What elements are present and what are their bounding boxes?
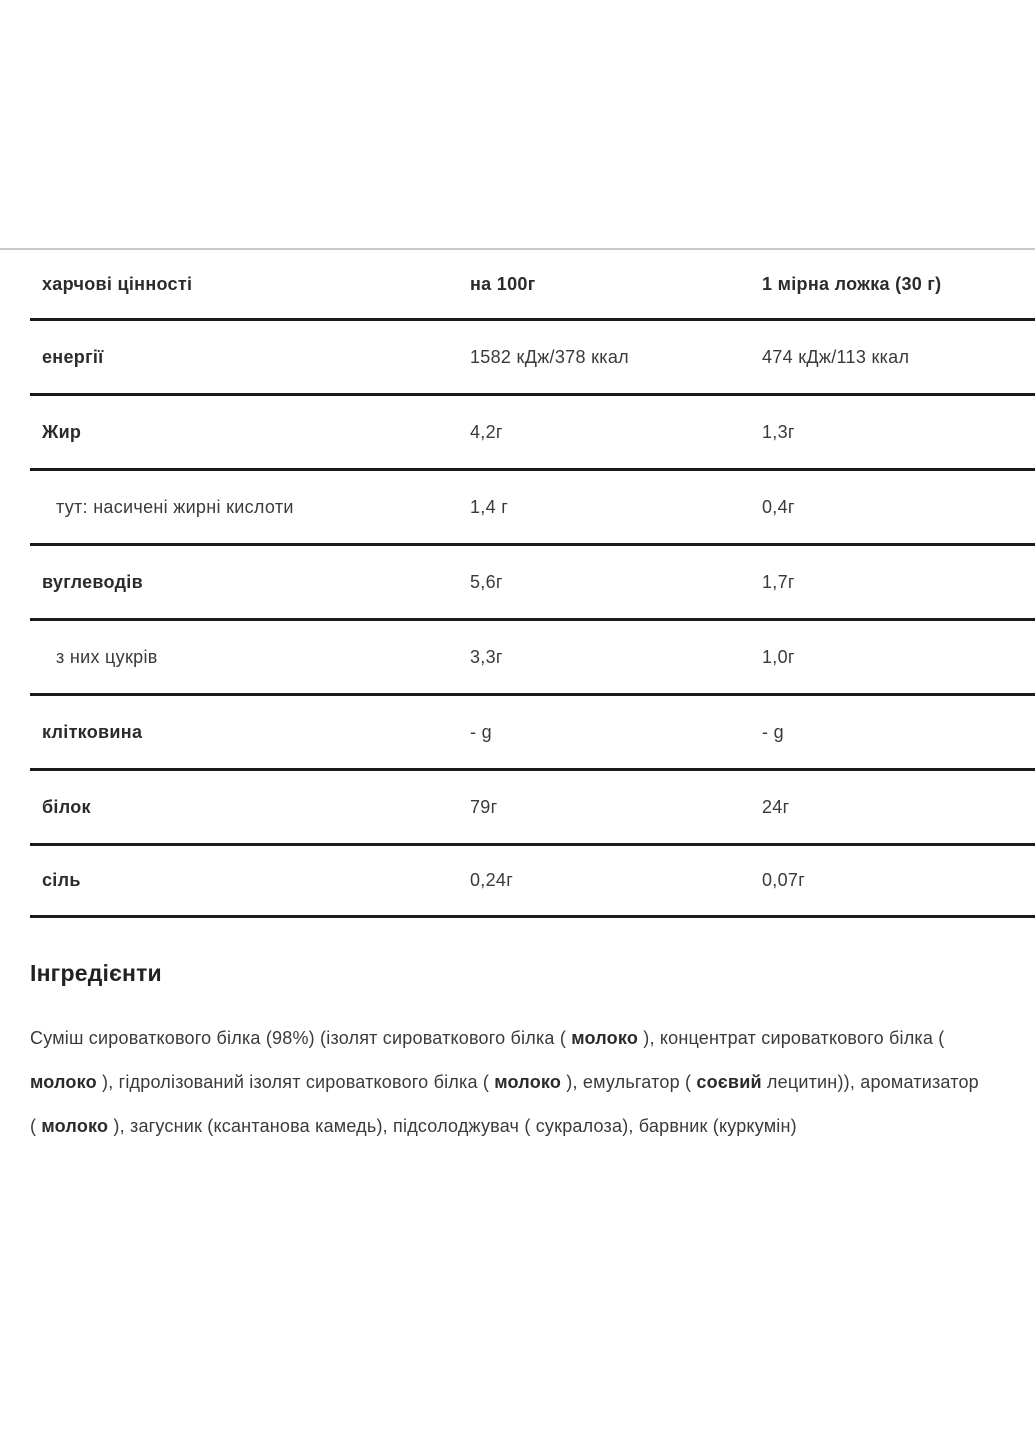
row-value-per100: 3,3г <box>470 646 503 667</box>
nutrition-table <box>30 250 1035 918</box>
table-row-saturated-fat <box>30 468 1035 543</box>
row-value-per100: 5,6г <box>470 571 503 592</box>
row-value-per100: 4,2г <box>470 421 503 442</box>
row-value-per100: 79г <box>470 796 498 817</box>
ingredients-text: Суміш сироваткового білка (98%) (ізолят сироваткового білка ( молоко ), концентрат сироваткового білка ( молоко ), гідролізований ізолят сироваткового білка ( молоко ), емульгатор ( соєвий лецитин)), ароматизатор ( молоко ), загусник (ксантанова камедь), підсолоджувач ( сукралоза), барвник (куркумін) <box>30 1028 979 1136</box>
row-value-per100: - g <box>470 721 492 742</box>
table-row-carbohydrates <box>30 543 1035 618</box>
table-row-protein <box>30 768 1035 843</box>
table-header-row <box>30 250 1035 318</box>
header-per-scoop-label: 1 мірна ложка (30 г) <box>762 273 942 294</box>
row-label: з них цукрів <box>56 646 158 667</box>
row-value-per-scoop: 24г <box>762 796 790 817</box>
table-row-fiber <box>30 693 1035 768</box>
row-value-per-scoop: 1,0г <box>762 646 795 667</box>
row-label: сіль <box>42 870 81 890</box>
row-label: вуглеводів <box>42 571 143 592</box>
row-value-per-scoop: 0,07г <box>762 870 806 890</box>
table-row-sugars <box>30 618 1035 693</box>
row-label: Жир <box>42 421 82 442</box>
row-value-per100: 0,24г <box>470 870 514 890</box>
table-row-energy <box>30 318 1035 393</box>
ingredients-heading: Інгредієнти <box>30 960 162 986</box>
row-label: енергії <box>42 346 104 367</box>
row-value-per-scoop: - g <box>762 721 784 742</box>
table-row-fat <box>30 393 1035 468</box>
row-value-per-scoop: 1,3г <box>762 421 795 442</box>
table-row-salt <box>30 843 1035 918</box>
row-value-per100: 1582 кДж/378 ккал <box>470 346 629 367</box>
header-per100-label: на 100г <box>470 273 536 294</box>
header-nutrition-label: харчові цінності <box>42 273 193 294</box>
row-label: клітковина <box>42 721 143 742</box>
row-label: тут: насичені жирні кислоти <box>56 496 294 517</box>
row-value-per100: 1,4 г <box>470 496 509 517</box>
row-value-per-scoop: 1,7г <box>762 571 795 592</box>
row-value-per-scoop: 474 кДж/113 ккал <box>762 346 910 367</box>
row-label: білок <box>42 796 91 817</box>
row-value-per-scoop: 0,4г <box>762 496 795 517</box>
